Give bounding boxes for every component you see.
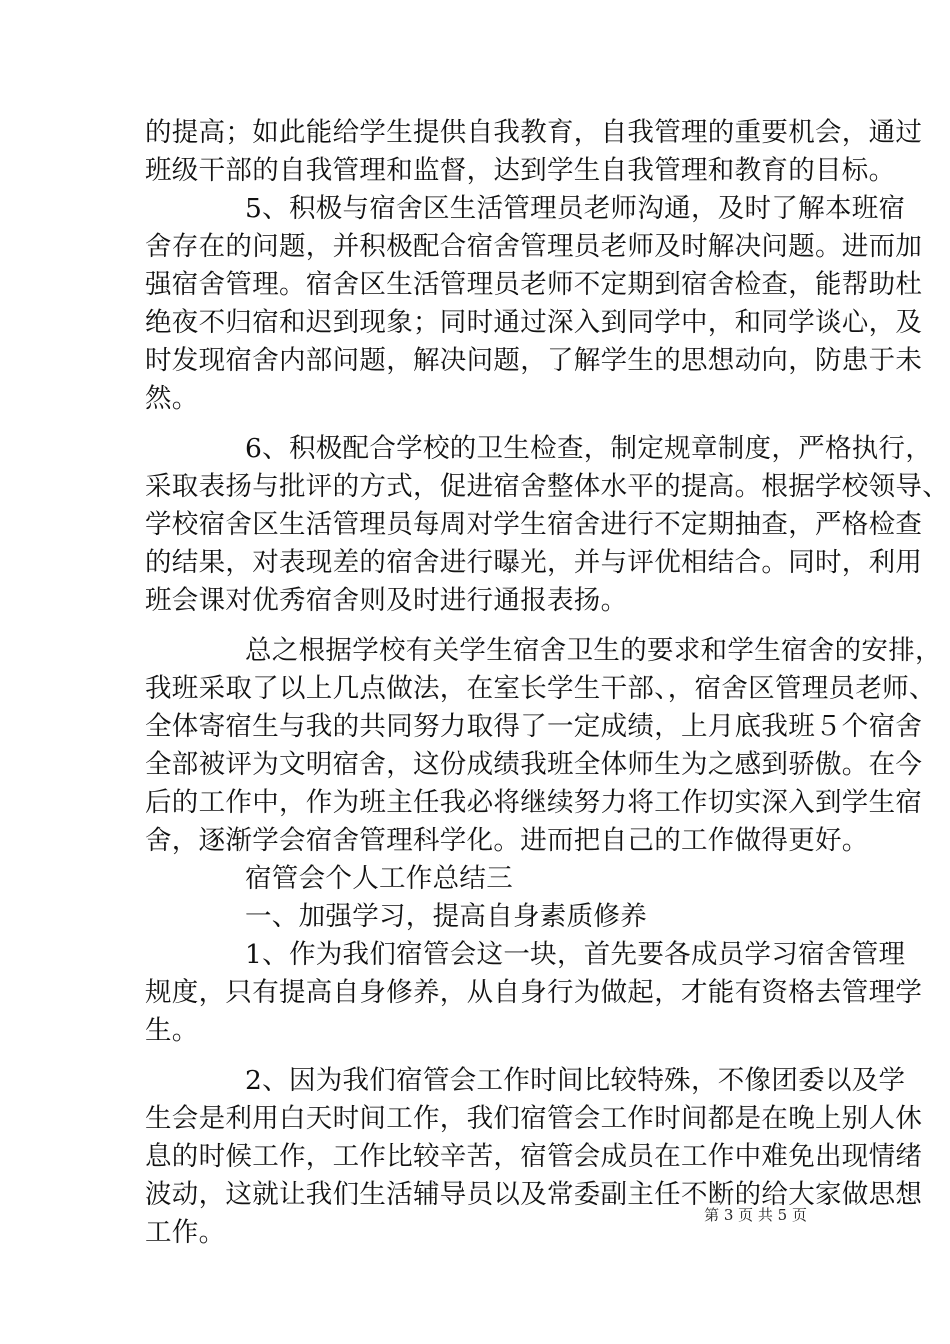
text-line: 工作。 [145,1217,226,1248]
text-line: 学校宿舍区生活管理员每周对学生宿舍进行不定期抽查，严格检查 [145,509,923,540]
paragraph [145,898,810,936]
text-line: 生。 [145,1015,199,1046]
text-line: 强宿舍管理。宿舍区生活管理员老师不定期到宿舍检查，能帮助杜 [145,269,923,300]
text-line: 生会是利用白天时间工作，我们宿管会工作时间都是在晚上别人休 [145,1103,923,1134]
text-line: 班级干部的自我管理和监督，达到学生自我管理和教育的目标。 [145,155,896,186]
text-line: 我班采取了以上几点做法，在室长学生干部、，宿舍区管理员老师、 [145,673,936,704]
text-line: 息的时候工作，工作比较辛苦，宿管会成员在工作中难免出现情绪 [145,1141,923,1172]
text-line: 总之根据学校有关学生宿舍卫生的要求和学生宿舍的安排， [245,635,942,666]
text-line: 一、加强学习，提高自身素质修养 [245,901,647,932]
text-line: 的结果，对表现差的宿舍进行曝光，并与评优相结合。同时，利用 [145,547,923,578]
text-line: 舍存在的问题，并积极配合宿舍管理员老师及时解决问题。进而加 [145,231,923,262]
paragraph [145,430,949,620]
document-body [145,114,949,1252]
text-line: 班会课对优秀宿舍则及时进行通报表扬。 [145,585,628,616]
page-number: 第 3 页 共 5 页 [704,1206,807,1224]
text-line: 的提高；如此能给学生提供自我教育，自我管理的重要机会，通过 [145,117,923,148]
text-line: 波动，这就让我们生活辅导员以及常委副主任不断的给大家做思想 [145,1179,923,1210]
text-line: 1、作为我们宿管会这一块，首先要各成员学习宿舍管理 [245,939,906,970]
paragraph [145,632,942,860]
text-line: 时发现宿舍内部问题，解决问题，了解学生的思想动向，防患于未 [145,345,923,376]
text-line: 后的工作中，作为班主任我必将继续努力将工作切实深入到学生宿 [145,787,923,818]
text-line: 规度，只有提高自身修养，从自身行为做起，才能有资格去管理学 [145,977,923,1008]
text-line: 6、积极配合学校的卫生检查，制定规章制度，严格执行， [245,433,933,464]
text-line: 然。 [145,383,199,414]
text-line: 全体寄宿生与我的共同努力取得了一定成绩，上月底我班５个宿舍 [145,711,923,742]
paragraph [145,190,923,418]
text-line: 舍，逐渐学会宿舍管理科学化。进而把自己的工作做得更好。 [145,825,869,856]
text-line: 全部被评为文明宿舍，这份成绩我班全体师生为之感到骄傲。在今 [145,749,923,780]
text-line: 采取表扬与批评的方式，促进宿舍整体水平的提高。根据学校领导、 [145,471,949,502]
text-line: 绝夜不归宿和迟到现象；同时通过深入到同学中，和同学谈心，及 [145,307,923,338]
text-line: 2、因为我们宿管会工作时间比较特殊，不像团委以及学 [245,1065,906,1096]
paragraph [145,114,923,190]
paragraph [145,936,923,1050]
paragraph [145,860,810,898]
text-line: 5、积极与宿舍区生活管理员老师沟通，及时了解本班宿 [245,193,906,224]
text-line: 宿管会个人工作总结三 [245,863,513,894]
